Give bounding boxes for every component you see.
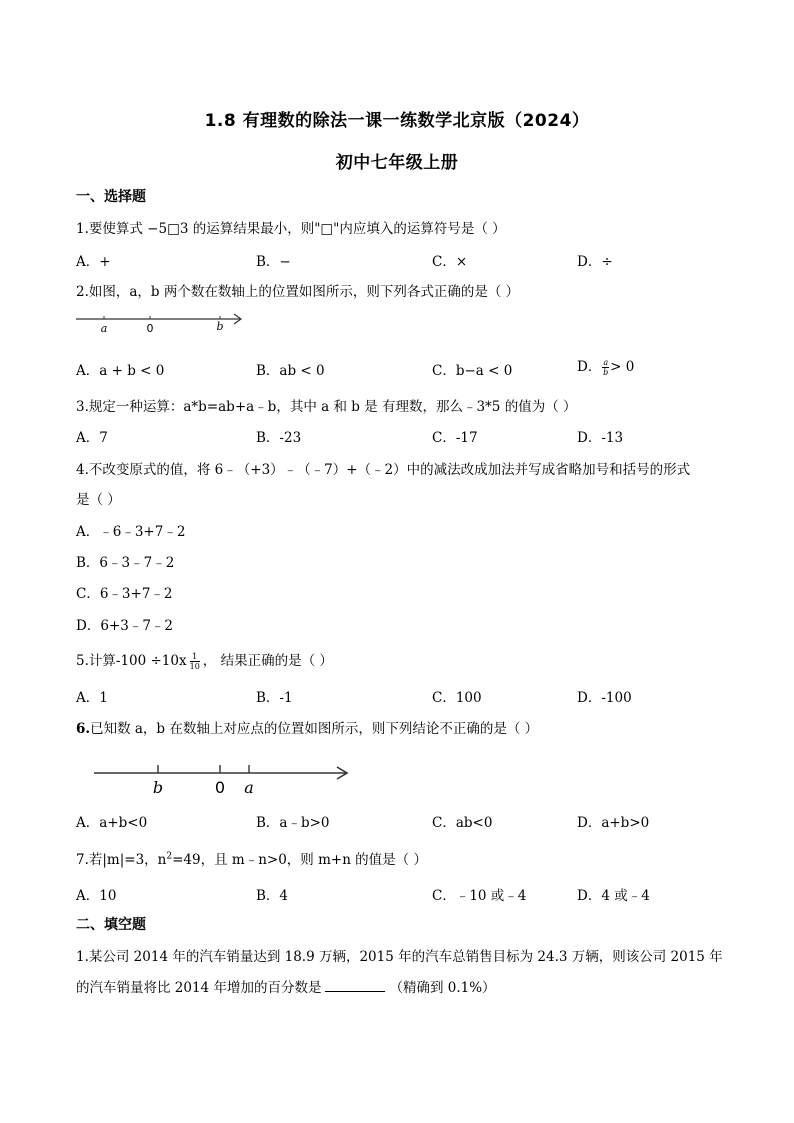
q4-option-c[interactable]: C．6﹣3+7﹣2 [76, 586, 173, 602]
title-line-1: 1.8 有理数的除法一课一练数学北京版（2024） [204, 111, 590, 131]
number-line-figure-1 [76, 310, 248, 336]
axis2-label-zero: 0 [214, 778, 226, 797]
q3-option-b[interactable]: B．-23 [256, 430, 302, 446]
q1-option-b[interactable]: B．− [256, 254, 291, 270]
f1-text-suffix: （精确到 0.1%） [389, 980, 496, 996]
axis-label-b: b [216, 320, 224, 333]
q5-option-c[interactable]: C．100 [432, 690, 482, 706]
q7-text-prefix: 7.若|m|=3，n [76, 852, 167, 868]
q2-option-d[interactable] [577, 355, 634, 377]
q5-fraction [190, 652, 200, 671]
q5-text-prefix: 5.计算-100 ÷10x [76, 653, 187, 669]
q2-frac-denominator: b [603, 368, 609, 377]
f1-text-prefix: 的汽车销量将比 2014 年增加的百分数是 [76, 980, 322, 996]
q2-option-a[interactable]: A．a + b < 0 [76, 363, 165, 379]
q7-option-c[interactable]: C．﹣10 或﹣4 [432, 888, 527, 904]
title-line-2: 初中七年级上册 [335, 153, 459, 173]
q5-option-a[interactable]: A．1 [76, 690, 108, 706]
q2-option-c[interactable]: C．b−a < 0 [432, 363, 513, 379]
axis-label-a: a [100, 322, 108, 335]
q3-option-a[interactable]: A．7 [76, 430, 108, 446]
q5-option-b[interactable]: B．-1 [256, 690, 293, 706]
axis2-label-b: b [152, 778, 164, 797]
q2-option-d-tail: > 0 [610, 359, 635, 375]
q4-option-d[interactable]: D．6+3﹣7﹣2 [76, 618, 173, 634]
q5-frac-numerator: 1 [190, 652, 200, 662]
q1-option-a[interactable]: A．+ [76, 254, 111, 270]
q3-option-c[interactable]: C．-17 [432, 430, 478, 446]
number-line-figure-2 [92, 760, 354, 800]
q4-option-a[interactable]: A．﹣6﹣3+7﹣2 [76, 524, 186, 540]
question-5-text [76, 649, 333, 671]
q6-option-d[interactable]: D．a+b>0 [577, 815, 650, 831]
q3-option-d[interactable]: D．-13 [577, 430, 624, 446]
q6-option-a[interactable]: A．a+b<0 [76, 815, 148, 831]
q6-text: 已知数 a，b 在数轴上对应点的位置如图所示，则下列结论不正确的是（ ） [90, 721, 539, 737]
question-2-text: 2.如图，a，b 两个数在数轴上的位置如图所示，则下列各式正确的是（ ） [76, 284, 520, 300]
axis-label-zero: 0 [146, 322, 154, 335]
q6-option-b[interactable]: B．a﹣b>0 [256, 815, 330, 831]
fill-question-1-line-1: 1.某公司 2014 年的汽车销量达到 18.9 万辆，2015 年的汽车总销售目标为 24.3 万辆，则该公司 2015 年 [76, 949, 723, 965]
q1-option-d[interactable]: D．÷ [577, 254, 613, 270]
q4-option-b[interactable]: B．6﹣3﹣7﹣2 [76, 555, 175, 571]
section-heading-choice: 一、选择题 [76, 189, 146, 205]
question-1-text: 1.要使算式 −5□3 的运算结果最小，则"□"内应填入的运算符号是（ ） [76, 221, 506, 237]
q7-option-a[interactable]: A．10 [76, 888, 117, 904]
axis2-label-a: a [244, 778, 254, 797]
q5-text-suffix: ， 结果正确的是（ ） [202, 653, 333, 669]
q7-superscript: 2 [166, 851, 173, 862]
q5-option-d[interactable]: D．-100 [577, 690, 632, 706]
question-4-text-line-2: 是（ ） [76, 492, 121, 508]
q7-option-b[interactable]: B．4 [256, 888, 289, 904]
q6-number: 6. [76, 721, 91, 737]
question-3-text: 3.规定一种运算：a*b=ab+a﹣b，其中 a 和 b 是 有理数，那么﹣3*5 的值为（ ） [76, 399, 577, 415]
question-4-text-line-1: 4.不改变原式的值，将 6﹣（+3）﹣（﹣7）+（﹣2）中的减法改成加法并写成省略加号和括号的形式 [76, 462, 691, 478]
q2-option-d-label: D． [577, 359, 602, 375]
q1-option-c[interactable]: C．× [432, 254, 468, 270]
q2-frac-numerator: a [603, 358, 609, 367]
q7-text-suffix: =49，且 m﹣n>0，则 m+n 的值是（ ） [172, 852, 427, 868]
answer-blank[interactable] [325, 979, 385, 992]
q6-option-c[interactable]: C．ab<0 [432, 815, 493, 831]
question-6-text [76, 717, 538, 737]
section-heading-fill: 二、填空题 [76, 917, 146, 933]
question-7-text [76, 848, 427, 868]
q5-frac-denominator: 10 [189, 662, 200, 671]
q7-option-d[interactable]: D．4 或﹣4 [577, 888, 650, 904]
q2-option-d-fraction [602, 358, 609, 377]
fill-question-1-line-2 [76, 976, 496, 996]
q2-option-b[interactable]: B．ab < 0 [256, 363, 325, 379]
